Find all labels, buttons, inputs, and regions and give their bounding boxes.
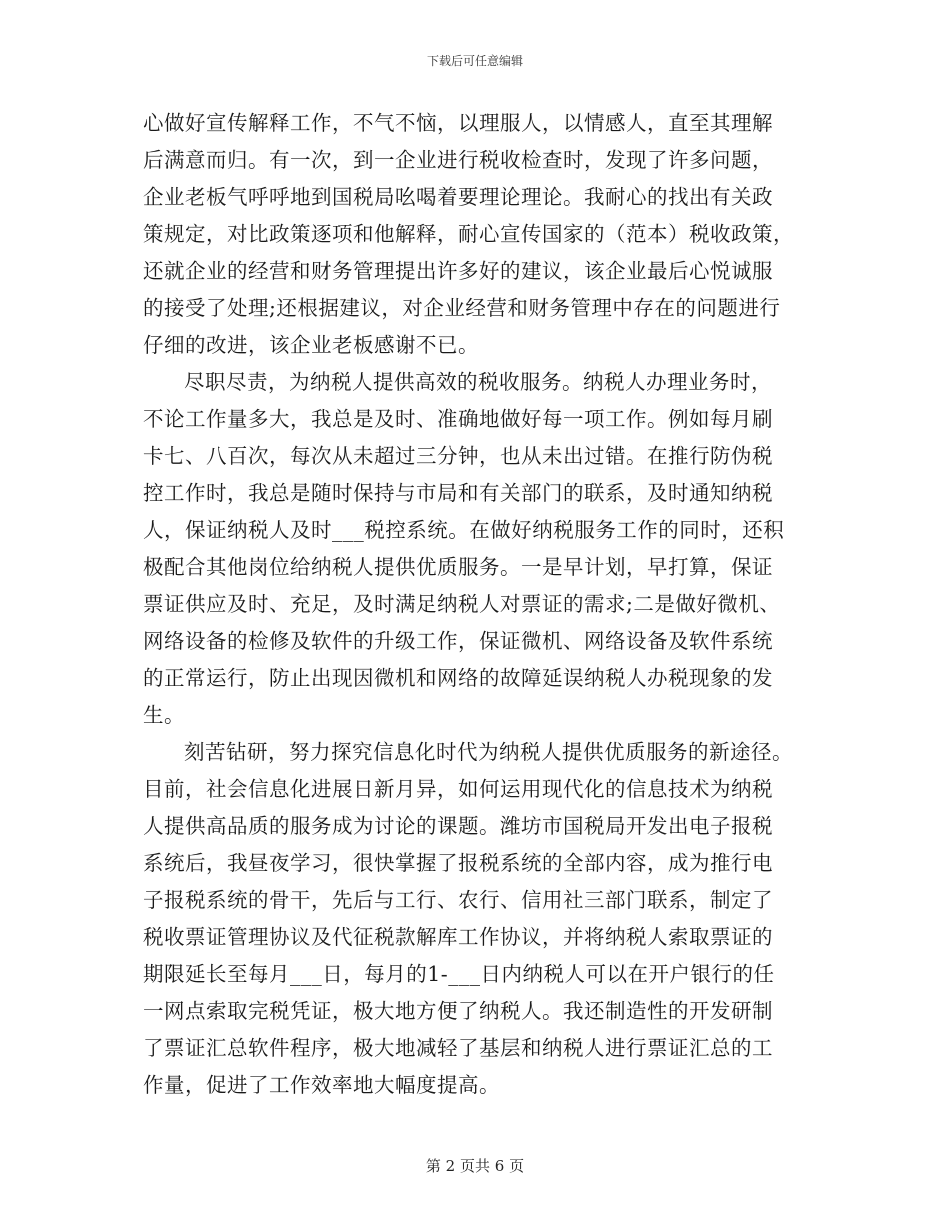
page-header: 下载后可任意编辑 xyxy=(426,54,523,68)
paragraph-1-line: 策规定，对比政策逐项和他解释，耐心宣传国家的（范本）税收政策， xyxy=(143,222,794,246)
paragraph-1-line: 还就企业的经营和财务管理提出许多好的建议，该企业最后心悦诚服 xyxy=(143,259,773,283)
paragraph-1-line: 心做好宣传解释工作，不气不恼，以理服人，以情感人，直至其理解 xyxy=(143,111,773,135)
paragraph-3-line: 了票证汇总软件程序，极大地减轻了基层和纳税人进行票证汇总的工 xyxy=(143,1036,773,1060)
paragraph-2-line: 尽职尽责，为纳税人提供高效的税收服务。纳税人办理业务时， xyxy=(184,370,772,394)
page-footer: 第 2 页共 6 页 xyxy=(425,1157,525,1175)
paragraph-1-line: 仔细的改进，该企业老板感谢不已。 xyxy=(143,333,479,357)
paragraph-2-line: 不论工作量多大，我总是及时、准确地做好每一项工作。例如每月刷 xyxy=(143,407,773,431)
paragraph-3-line: 作量，促进了工作效率地大幅度提高。 xyxy=(143,1073,500,1097)
paragraph-2-line: 卡七、八百次，每次从未超过三分钟，也从未出过错。在推行防伪税 xyxy=(143,444,773,468)
paragraph-3-line: 刻苦钻研，努力探究信息化时代为纳税人提供优质服务的新途径。 xyxy=(184,740,793,764)
paragraph-3-line: 一网点索取完税凭证，极大地方便了纳税人。我还制造性的开发研制 xyxy=(143,999,773,1023)
paragraph-3-line: 目前，社会信息化进展日新月异，如何运用现代化的信息技术为纳税 xyxy=(143,777,773,801)
paragraph-3-line: 税收票证管理协议及代征税款解库工作协议，并将纳税人索取票证的 xyxy=(143,925,773,949)
paragraph-3-line: 子报税系统的骨干，先后与工行、农行、信用社三部门联系，制定了 xyxy=(143,888,773,912)
paragraph-2-line: 极配合其他岗位给纳税人提供优质服务。一是早计划，早打算，保证 xyxy=(143,555,773,579)
paragraph-2-line: 控工作时，我总是随时保持与市局和有关部门的联系，及时通知纳税 xyxy=(143,481,773,505)
paragraph-2-line: 生。 xyxy=(143,703,185,727)
paragraph-1-line: 后满意而归。有一次，到一企业进行税收检查时，发现了许多问题， xyxy=(143,148,773,172)
paragraph-1-line: 企业老板气呼呼地到国税局吆喝着要理论理论。我耐心的找出有关政 xyxy=(143,185,773,209)
paragraph-2-line: 票证供应及时、充足，及时满足纳税人对票证的需求;二是做好微机、 xyxy=(143,592,781,616)
paragraph-2-line: 的正常运行，防止出现因微机和网络的故障延误纳税人办税现象的发 xyxy=(143,666,773,690)
paragraph-2-line: 网络设备的检修及软件的升级工作，保证微机、网络设备及软件系统 xyxy=(143,629,773,653)
paragraph-2-line: 人，保证纳税人及时___税控系统。在做好纳税服务工作的同时，还积 xyxy=(143,518,785,542)
paragraph-3-line: 系统后，我昼夜学习，很快掌握了报税系统的全部内容，成为推行电 xyxy=(143,851,773,875)
paragraph-3-line: 期限延长至每月___日，每月的1-___日内纳税人可以在开户银行的任 xyxy=(143,962,775,986)
paragraph-3-line: 人提供高品质的服务成为讨论的课题。潍坊市国税局开发出电子报税 xyxy=(143,814,773,838)
paragraph-1-line: 的接受了处理;还根据建议，对企业经营和财务管理中存在的问题进行 xyxy=(143,296,781,320)
